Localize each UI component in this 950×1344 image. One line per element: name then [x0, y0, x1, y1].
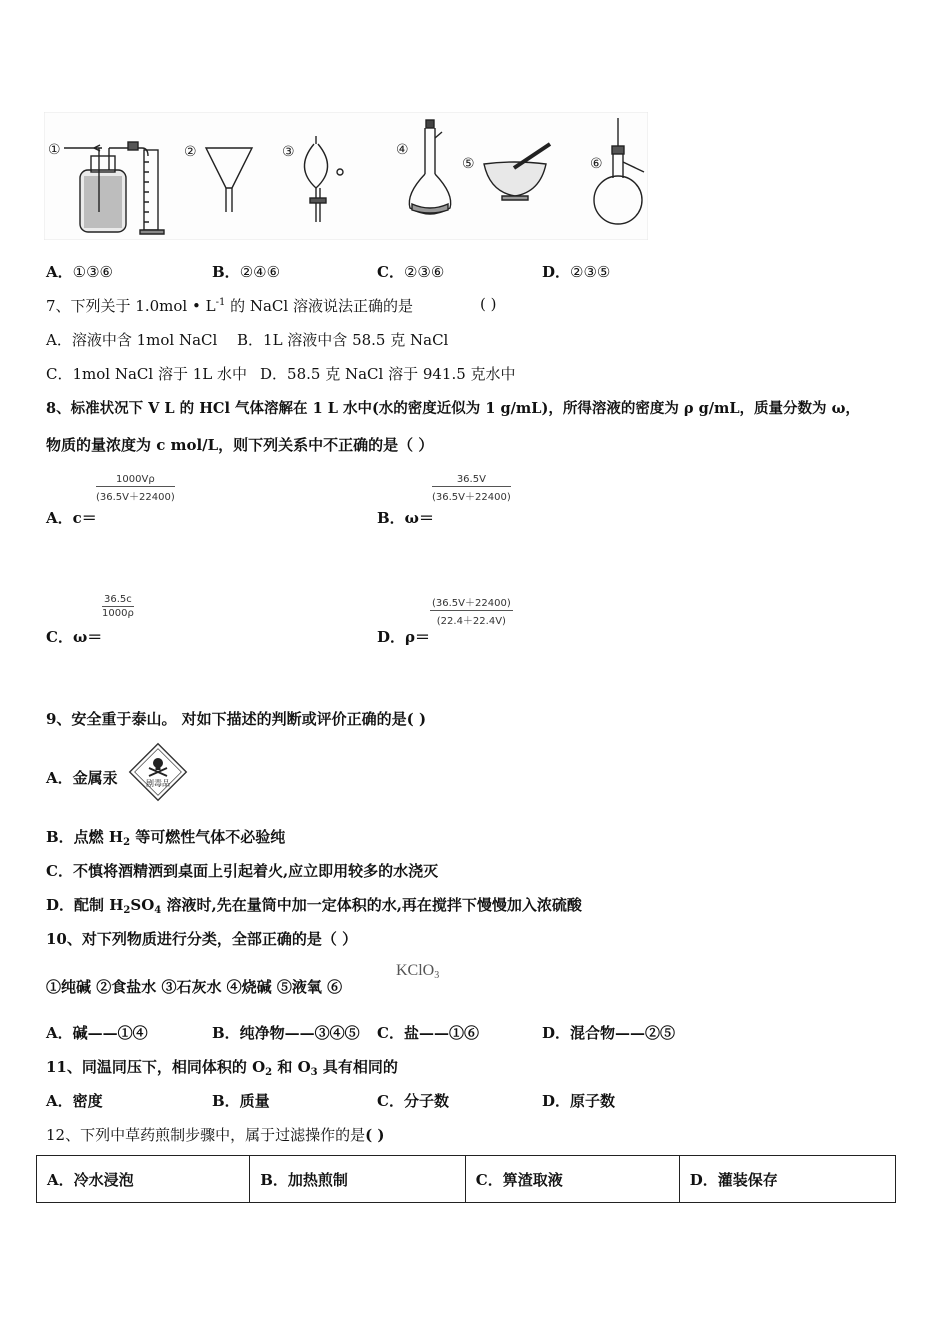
q9-stem: 9、安全重于泰山。 对如下描述的判断或评价正确的是( ) — [46, 710, 427, 728]
q8-b-fraction — [432, 474, 511, 503]
q11-option-b[interactable]: B．质量 — [212, 1092, 270, 1110]
label-3: ③ — [282, 144, 295, 160]
q7-stem-suffix: 的 NaCl 溶液说法正确的是 — [225, 297, 413, 315]
q10-stem: 10、对下列物质进行分类，全部正确的是（ ） — [46, 930, 358, 948]
q8-a-denominator: (36.5V＋22400) — [96, 492, 175, 503]
q9-d-sub1: 2 — [123, 905, 131, 916]
q8-b-numerator: 36.5V — [432, 474, 511, 487]
q12-stem-text: 12、下列中草药煎制步骤中，属于过滤操作的是 — [46, 1126, 366, 1144]
q12-stem — [46, 1124, 385, 1145]
q10-kclo3 — [396, 962, 439, 981]
option-text: ①③⑥ — [72, 263, 113, 281]
q10-items: ①纯碱 ②食盐水 ③石灰水 ④烧碱 ⑤液氧 ⑥ — [46, 978, 343, 996]
q8-stem-line2: 物质的量浓度为 c mol/L，则下列关系中不正确的是（ ） — [46, 436, 434, 454]
q8-c-denominator: 1000ρ — [102, 608, 134, 619]
q11-sub2: 3 — [310, 1067, 318, 1078]
q12-option-b[interactable]: B．加热煎制 — [250, 1156, 466, 1203]
q6-option-c[interactable] — [377, 261, 444, 282]
apparatus-figure — [44, 112, 648, 240]
q10-option-b[interactable]: B．纯净物——③④⑤ — [212, 1024, 360, 1042]
option-letter: C． — [377, 263, 404, 281]
q7-option-a[interactable]: A．溶液中含 1mol NaCl — [46, 331, 218, 349]
q7-stem-prefix: 7、下列关于 1.0mol • L — [46, 297, 216, 315]
q9-option-c[interactable]: C．不慎将酒精洒到桌面上引起着火,应立即用较多的水浇灭 — [46, 862, 439, 880]
q12-option-c[interactable]: C．箅渣取液 — [465, 1156, 679, 1203]
q7-stem — [46, 295, 413, 316]
table-row — [37, 1156, 896, 1203]
q9-d-post: 溶液时,先在量筒中加一定体积的水,再在搅拌下慢慢加入浓硫酸 — [161, 896, 582, 914]
q7-option-d[interactable]: D．58.5 克 NaCl 溶于 941.5 克水中 — [260, 365, 516, 383]
q11-stem — [46, 1056, 398, 1078]
label-4: ④ — [396, 142, 409, 158]
q9-option-d[interactable] — [46, 894, 582, 916]
label-5: ⑤ — [462, 156, 475, 172]
q11-sub1: 2 — [265, 1067, 273, 1078]
q8-a-numerator: 1000Vρ — [96, 474, 175, 487]
q9-d-pre: D．配制 H — [46, 896, 124, 914]
q11-option-a[interactable]: A．密度 — [46, 1092, 103, 1110]
q6-option-a[interactable] — [46, 261, 113, 282]
kclo3-sub: 3 — [434, 970, 440, 981]
q8-option-b[interactable]: B．ω＝ — [377, 509, 434, 527]
q11-stem-post: 具有相同的 — [317, 1058, 398, 1076]
q8-d-fraction — [430, 594, 513, 627]
option-text: ②③⑥ — [403, 263, 445, 281]
q8-c-fraction — [102, 594, 134, 619]
q11-option-d[interactable]: D．原子数 — [542, 1092, 616, 1110]
q9-option-b[interactable] — [46, 826, 285, 848]
q8-option-d[interactable]: D．ρ＝ — [377, 628, 430, 646]
q7-stem-sup: -1 — [215, 297, 226, 308]
label-2: ② — [184, 144, 197, 160]
option-text: ②④⑥ — [239, 263, 281, 281]
option-letter: A． — [46, 263, 73, 281]
q11-stem-pre: 11、同温同压下，相同体积的 O — [46, 1058, 266, 1076]
q11-stem-mid: 和 O — [272, 1058, 311, 1076]
q12-option-d[interactable]: D．灌装保存 — [679, 1156, 895, 1203]
label-1: ① — [48, 142, 61, 158]
q8-c-numerator: 36.5c — [102, 594, 134, 607]
q9-d-sub2: 4 — [154, 905, 162, 916]
q12-options-table — [36, 1155, 896, 1203]
q9-b-sub: 2 — [123, 837, 131, 848]
q11-option-c[interactable]: C．分子数 — [377, 1092, 449, 1110]
q7-option-c[interactable]: C．1mol NaCl 溶于 1L 水中 — [46, 365, 247, 383]
q8-a-fraction — [96, 474, 175, 503]
q6-option-d[interactable] — [542, 261, 610, 282]
q9-b-post: 等可燃性气体不必验纯 — [130, 828, 286, 846]
option-letter: B． — [212, 263, 240, 281]
q7-answer-paren: ( ) — [480, 295, 497, 313]
q9-option-a[interactable]: A．金属汞 — [46, 769, 118, 787]
toxic-hazard-sign — [127, 741, 189, 803]
label-6: ⑥ — [590, 156, 603, 172]
q6-option-b[interactable] — [212, 261, 280, 282]
q8-d-numerator: (36.5V＋22400) — [430, 594, 513, 611]
q10-option-d[interactable]: D．混合物——②⑤ — [542, 1024, 676, 1042]
q7-option-b[interactable]: B．1L 溶液中含 58.5 克 NaCl — [237, 331, 449, 349]
q9-b-pre: B．点燃 H — [46, 828, 124, 846]
q12-option-a[interactable]: A．冷水浸泡 — [37, 1156, 250, 1203]
q12-paren: ( ) — [365, 1126, 385, 1144]
option-letter: D． — [542, 263, 571, 281]
kclo3-formula: KClO — [396, 962, 435, 979]
q8-option-a[interactable]: A．c＝ — [46, 509, 97, 527]
option-text: ②③⑤ — [570, 263, 611, 281]
q10-option-c[interactable]: C．盐——①⑥ — [377, 1024, 479, 1042]
q9-d-mid: SO — [130, 896, 155, 914]
q8-option-c[interactable]: C．ω＝ — [46, 628, 103, 646]
q8-stem-line1: 8、标准状况下 V L 的 HCl 气体溶解在 1 L 水中(水的密度近似为 1 g/mL)，所得溶液的密度为 ρ g/mL，质量分数为 ω， — [46, 400, 860, 417]
q8-d-denominator: (22.4＋22.4V) — [436, 616, 506, 627]
sign-label: 剧毒品 — [146, 779, 170, 788]
q8-b-denominator: (36.5V＋22400) — [432, 492, 511, 503]
q10-option-a[interactable]: A．碱——①④ — [46, 1024, 148, 1042]
